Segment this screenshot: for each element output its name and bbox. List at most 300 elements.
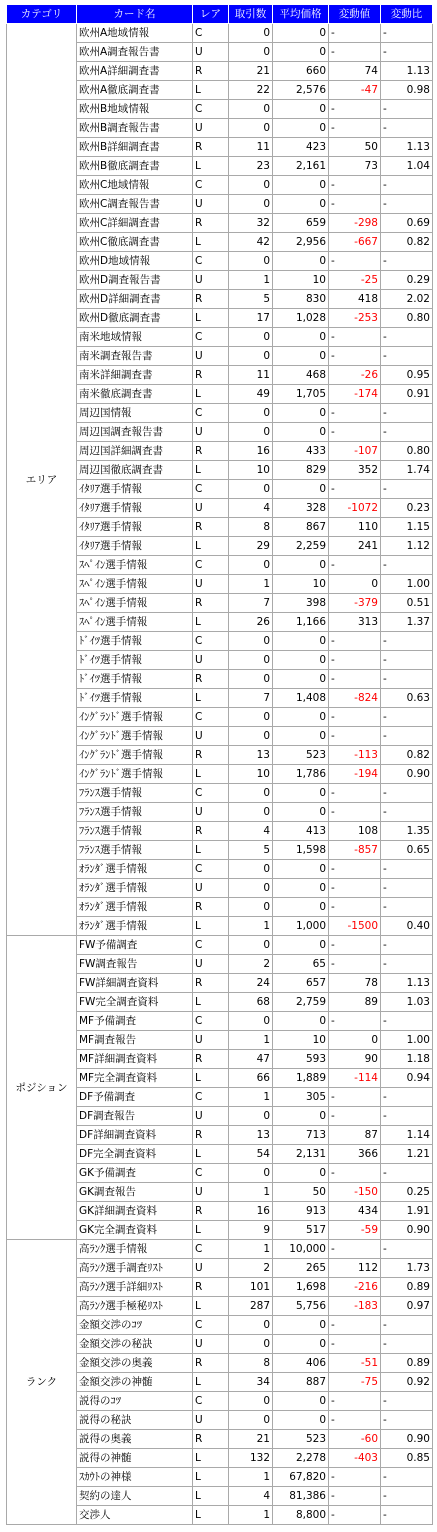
- rarity-cell: R: [193, 442, 229, 461]
- trades-cell: 1: [229, 1506, 273, 1525]
- trades-cell: 5: [229, 290, 273, 309]
- rarity-cell: L: [193, 1297, 229, 1316]
- change-cell: -: [329, 1012, 381, 1031]
- trades-cell: 0: [229, 347, 273, 366]
- change-cell: 418: [329, 290, 381, 309]
- card-name-cell: 欧州D徹底調査書: [77, 309, 193, 328]
- trades-cell: 1: [229, 1468, 273, 1487]
- change-cell: -: [329, 727, 381, 746]
- change-ratio-cell: 0.85: [381, 1449, 433, 1468]
- avg-price-cell: 2,131: [273, 1145, 329, 1164]
- change-ratio-cell: -: [381, 43, 433, 62]
- rarity-cell: C: [193, 708, 229, 727]
- table-row: [7, 1240, 433, 1259]
- trades-cell: 2: [229, 955, 273, 974]
- card-name-cell: DF完全調査資料: [77, 1145, 193, 1164]
- avg-price-cell: 867: [273, 518, 329, 537]
- trades-cell: 7: [229, 689, 273, 708]
- card-name-cell: ｽﾍﾟｲﾝ選手情報: [77, 556, 193, 575]
- rarity-cell: L: [193, 917, 229, 936]
- rarity-cell: L: [193, 1373, 229, 1392]
- trades-cell: 0: [229, 556, 273, 575]
- card-name-cell: 欧州B調査報告書: [77, 119, 193, 138]
- change-cell: -: [329, 1088, 381, 1107]
- change-ratio-cell: -: [381, 708, 433, 727]
- avg-price-cell: 0: [273, 100, 329, 119]
- rarity-cell: L: [193, 461, 229, 480]
- rarity-cell: C: [193, 936, 229, 955]
- card-name-cell: ﾄﾞｲﾂ選手情報: [77, 651, 193, 670]
- category-cell: エリア: [7, 24, 77, 936]
- card-name-cell: ﾄﾞｲﾂ選手情報: [77, 670, 193, 689]
- avg-price-cell: 0: [273, 1164, 329, 1183]
- rarity-cell: R: [193, 1354, 229, 1373]
- trades-cell: 0: [229, 784, 273, 803]
- trades-cell: 9: [229, 1221, 273, 1240]
- trades-cell: 16: [229, 442, 273, 461]
- rarity-cell: R: [193, 518, 229, 537]
- trades-cell: 42: [229, 233, 273, 252]
- trades-cell: 17: [229, 309, 273, 328]
- rarity-cell: R: [193, 1278, 229, 1297]
- trades-cell: 22: [229, 81, 273, 100]
- avg-price-cell: 0: [273, 176, 329, 195]
- rarity-cell: U: [193, 43, 229, 62]
- card-name-cell: MF調査報告: [77, 1031, 193, 1050]
- change-ratio-cell: 1.13: [381, 974, 433, 993]
- card-name-cell: 欧州A徹底調査書: [77, 81, 193, 100]
- trades-cell: 7: [229, 594, 273, 613]
- card-name-cell: ｲﾀﾘｱ選手情報: [77, 518, 193, 537]
- card-name-cell: ｲﾀﾘｱ選手情報: [77, 499, 193, 518]
- change-ratio-cell: -: [381, 556, 433, 575]
- rarity-cell: C: [193, 1088, 229, 1107]
- trades-cell: 29: [229, 537, 273, 556]
- trades-cell: 68: [229, 993, 273, 1012]
- card-name-cell: 南米調査報告書: [77, 347, 193, 366]
- avg-price-cell: 0: [273, 252, 329, 271]
- rarity-cell: C: [193, 1240, 229, 1259]
- change-cell: -: [329, 195, 381, 214]
- avg-price-cell: 50: [273, 1183, 329, 1202]
- avg-price-cell: 328: [273, 499, 329, 518]
- trades-cell: 0: [229, 24, 273, 43]
- card-name-cell: ｵﾗﾝﾀﾞ選手情報: [77, 860, 193, 879]
- card-name-cell: 金額交渉のｺﾂ: [77, 1316, 193, 1335]
- card-name-cell: 高ﾗﾝｸ選手詳細ﾘｽﾄ: [77, 1278, 193, 1297]
- change-ratio-cell: -: [381, 119, 433, 138]
- change-ratio-cell: 0.82: [381, 746, 433, 765]
- avg-price-cell: 10: [273, 271, 329, 290]
- card-name-cell: DF詳細調査資料: [77, 1126, 193, 1145]
- trades-cell: 1: [229, 1183, 273, 1202]
- change-ratio-cell: 0.97: [381, 1297, 433, 1316]
- price-table: [6, 4, 433, 1525]
- avg-price-cell: 1,598: [273, 841, 329, 860]
- rarity-cell: U: [193, 423, 229, 442]
- avg-price-cell: 0: [273, 1392, 329, 1411]
- rarity-cell: L: [193, 157, 229, 176]
- trades-cell: 0: [229, 632, 273, 651]
- header-change-ratio: 変動比: [381, 5, 433, 24]
- change-cell: -403: [329, 1449, 381, 1468]
- rarity-cell: L: [193, 537, 229, 556]
- avg-price-cell: 0: [273, 708, 329, 727]
- change-ratio-cell: 1.74: [381, 461, 433, 480]
- trades-cell: 11: [229, 366, 273, 385]
- header-row: [7, 5, 433, 24]
- rarity-cell: U: [193, 499, 229, 518]
- card-name-cell: 南米地域情報: [77, 328, 193, 347]
- change-cell: 50: [329, 138, 381, 157]
- rarity-cell: R: [193, 1430, 229, 1449]
- change-cell: -: [329, 404, 381, 423]
- change-ratio-cell: -: [381, 252, 433, 271]
- header-category: カテゴリ: [7, 5, 77, 24]
- change-ratio-cell: 0.90: [381, 1430, 433, 1449]
- change-ratio-cell: 2.02: [381, 290, 433, 309]
- trades-cell: 4: [229, 822, 273, 841]
- trades-cell: 0: [229, 1335, 273, 1354]
- change-ratio-cell: -: [381, 1316, 433, 1335]
- trades-cell: 66: [229, 1069, 273, 1088]
- rarity-cell: U: [193, 195, 229, 214]
- change-cell: -: [329, 100, 381, 119]
- trades-cell: 101: [229, 1278, 273, 1297]
- avg-price-cell: 2,956: [273, 233, 329, 252]
- card-name-cell: ﾌﾗﾝｽ選手情報: [77, 784, 193, 803]
- card-name-cell: GK予備調査: [77, 1164, 193, 1183]
- change-ratio-cell: -: [381, 879, 433, 898]
- trades-cell: 1: [229, 575, 273, 594]
- change-ratio-cell: -: [381, 347, 433, 366]
- change-ratio-cell: -: [381, 1164, 433, 1183]
- card-name-cell: 契約の達人: [77, 1487, 193, 1506]
- change-ratio-cell: 1.00: [381, 1031, 433, 1050]
- card-name-cell: GK完全調査資料: [77, 1221, 193, 1240]
- card-name-cell: ｲﾝｸﾞﾗﾝﾄﾞ選手情報: [77, 727, 193, 746]
- change-ratio-cell: -: [381, 1335, 433, 1354]
- change-cell: -: [329, 480, 381, 499]
- rarity-cell: L: [193, 689, 229, 708]
- change-ratio-cell: 0.29: [381, 271, 433, 290]
- change-ratio-cell: -: [381, 651, 433, 670]
- avg-price-cell: 0: [273, 328, 329, 347]
- change-cell: -: [329, 879, 381, 898]
- trades-cell: 1: [229, 1031, 273, 1050]
- rarity-cell: R: [193, 822, 229, 841]
- trades-cell: 13: [229, 746, 273, 765]
- change-cell: 112: [329, 1259, 381, 1278]
- change-cell: -: [329, 1107, 381, 1126]
- rarity-cell: R: [193, 974, 229, 993]
- avg-price-cell: 659: [273, 214, 329, 233]
- card-name-cell: 欧州A地域情報: [77, 24, 193, 43]
- rarity-cell: R: [193, 746, 229, 765]
- rarity-cell: R: [193, 898, 229, 917]
- rarity-cell: L: [193, 1449, 229, 1468]
- change-cell: 352: [329, 461, 381, 480]
- change-ratio-cell: -: [381, 1468, 433, 1487]
- change-cell: 90: [329, 1050, 381, 1069]
- avg-price-cell: 657: [273, 974, 329, 993]
- change-cell: -667: [329, 233, 381, 252]
- card-name-cell: 説得の神髄: [77, 1449, 193, 1468]
- rarity-cell: L: [193, 1468, 229, 1487]
- trades-cell: 0: [229, 404, 273, 423]
- change-ratio-cell: -: [381, 803, 433, 822]
- avg-price-cell: 2,259: [273, 537, 329, 556]
- rarity-cell: U: [193, 727, 229, 746]
- change-cell: 0: [329, 1031, 381, 1050]
- card-name-cell: ｲﾝｸﾞﾗﾝﾄﾞ選手情報: [77, 765, 193, 784]
- trades-cell: 5: [229, 841, 273, 860]
- change-cell: -: [329, 898, 381, 917]
- avg-price-cell: 0: [273, 404, 329, 423]
- rarity-cell: C: [193, 176, 229, 195]
- change-ratio-cell: -: [381, 936, 433, 955]
- change-cell: -: [329, 24, 381, 43]
- rarity-cell: L: [193, 385, 229, 404]
- change-cell: 313: [329, 613, 381, 632]
- category-cell: ランク: [7, 1240, 77, 1525]
- avg-price-cell: 0: [273, 784, 329, 803]
- rarity-cell: R: [193, 290, 229, 309]
- avg-price-cell: 413: [273, 822, 329, 841]
- avg-price-cell: 523: [273, 746, 329, 765]
- header-trades: 取引数: [229, 5, 273, 24]
- trades-cell: 0: [229, 1316, 273, 1335]
- change-cell: -: [329, 119, 381, 138]
- trades-cell: 0: [229, 1012, 273, 1031]
- change-ratio-cell: -: [381, 24, 433, 43]
- card-name-cell: 周辺国情報: [77, 404, 193, 423]
- rarity-cell: C: [193, 24, 229, 43]
- rarity-cell: C: [193, 1164, 229, 1183]
- change-ratio-cell: -: [381, 480, 433, 499]
- rarity-cell: C: [193, 1316, 229, 1335]
- card-name-cell: FW予備調査: [77, 936, 193, 955]
- card-name-cell: FW完全調査資料: [77, 993, 193, 1012]
- change-ratio-cell: 0.98: [381, 81, 433, 100]
- trades-cell: 1: [229, 1240, 273, 1259]
- rarity-cell: C: [193, 252, 229, 271]
- trades-cell: 1: [229, 917, 273, 936]
- rarity-cell: L: [193, 613, 229, 632]
- change-ratio-cell: -: [381, 1487, 433, 1506]
- avg-price-cell: 1,698: [273, 1278, 329, 1297]
- card-name-cell: 欧州C調査報告書: [77, 195, 193, 214]
- avg-price-cell: 0: [273, 1012, 329, 1031]
- change-ratio-cell: 0.92: [381, 1373, 433, 1392]
- change-ratio-cell: 0.51: [381, 594, 433, 613]
- rarity-cell: L: [193, 1145, 229, 1164]
- rarity-cell: C: [193, 860, 229, 879]
- change-cell: -1500: [329, 917, 381, 936]
- change-ratio-cell: 0.80: [381, 442, 433, 461]
- change-cell: -: [329, 43, 381, 62]
- change-cell: 366: [329, 1145, 381, 1164]
- trades-cell: 0: [229, 727, 273, 746]
- change-ratio-cell: -: [381, 955, 433, 974]
- trades-cell: 0: [229, 328, 273, 347]
- trades-cell: 0: [229, 1392, 273, 1411]
- change-cell: -113: [329, 746, 381, 765]
- trades-cell: 11: [229, 138, 273, 157]
- rarity-cell: L: [193, 993, 229, 1012]
- trades-cell: 0: [229, 1411, 273, 1430]
- card-name-cell: ﾌﾗﾝｽ選手情報: [77, 803, 193, 822]
- change-ratio-cell: 0.90: [381, 765, 433, 784]
- trades-cell: 1: [229, 271, 273, 290]
- card-name-cell: ｲﾝｸﾞﾗﾝﾄﾞ選手情報: [77, 746, 193, 765]
- change-cell: -: [329, 1411, 381, 1430]
- card-name-cell: 高ﾗﾝｸ選手情報: [77, 1240, 193, 1259]
- avg-price-cell: 67,820: [273, 1468, 329, 1487]
- card-name-cell: 周辺国詳細調査書: [77, 442, 193, 461]
- avg-price-cell: 0: [273, 1107, 329, 1126]
- change-ratio-cell: 0.25: [381, 1183, 433, 1202]
- avg-price-cell: 1,705: [273, 385, 329, 404]
- avg-price-cell: 0: [273, 632, 329, 651]
- change-cell: -: [329, 936, 381, 955]
- change-cell: -: [329, 632, 381, 651]
- change-cell: -216: [329, 1278, 381, 1297]
- avg-price-cell: 593: [273, 1050, 329, 1069]
- change-cell: -174: [329, 385, 381, 404]
- card-name-cell: MF詳細調査資料: [77, 1050, 193, 1069]
- change-ratio-cell: 0.40: [381, 917, 433, 936]
- avg-price-cell: 0: [273, 195, 329, 214]
- change-cell: -: [329, 1316, 381, 1335]
- change-cell: -107: [329, 442, 381, 461]
- card-price-sheet: [6, 4, 433, 1525]
- avg-price-cell: 1,028: [273, 309, 329, 328]
- rarity-cell: U: [193, 575, 229, 594]
- rarity-cell: U: [193, 1259, 229, 1278]
- change-cell: -: [329, 328, 381, 347]
- card-name-cell: MF予備調査: [77, 1012, 193, 1031]
- avg-price-cell: 830: [273, 290, 329, 309]
- change-cell: -: [329, 1335, 381, 1354]
- card-name-cell: 南米徹底調査書: [77, 385, 193, 404]
- trades-cell: 0: [229, 43, 273, 62]
- change-ratio-cell: -: [381, 404, 433, 423]
- trades-cell: 132: [229, 1449, 273, 1468]
- change-ratio-cell: -: [381, 727, 433, 746]
- change-ratio-cell: -: [381, 898, 433, 917]
- trades-cell: 21: [229, 62, 273, 81]
- change-cell: -: [329, 708, 381, 727]
- rarity-cell: U: [193, 1183, 229, 1202]
- card-name-cell: 南米詳細調査書: [77, 366, 193, 385]
- change-ratio-cell: -: [381, 328, 433, 347]
- card-name-cell: 高ﾗﾝｸ選手調査ﾘｽﾄ: [77, 1259, 193, 1278]
- change-cell: -253: [329, 309, 381, 328]
- change-cell: -: [329, 803, 381, 822]
- avg-price-cell: 0: [273, 670, 329, 689]
- avg-price-cell: 1,000: [273, 917, 329, 936]
- card-name-cell: 金額交渉の奥義: [77, 1354, 193, 1373]
- trades-cell: 8: [229, 518, 273, 537]
- rarity-cell: U: [193, 803, 229, 822]
- avg-price-cell: 0: [273, 119, 329, 138]
- trades-cell: 2: [229, 1259, 273, 1278]
- trades-cell: 4: [229, 499, 273, 518]
- header-avg-price: 平均価格: [273, 5, 329, 24]
- rarity-cell: U: [193, 879, 229, 898]
- card-name-cell: MF完全調査資料: [77, 1069, 193, 1088]
- trades-cell: 4: [229, 1487, 273, 1506]
- rarity-cell: U: [193, 1411, 229, 1430]
- card-name-cell: ｽﾍﾟｲﾝ選手情報: [77, 613, 193, 632]
- rarity-cell: C: [193, 404, 229, 423]
- category-cell: ポジション: [7, 936, 77, 1240]
- change-cell: -: [329, 1392, 381, 1411]
- change-cell: -857: [329, 841, 381, 860]
- avg-price-cell: 913: [273, 1202, 329, 1221]
- change-ratio-cell: 0.80: [381, 309, 433, 328]
- avg-price-cell: 265: [273, 1259, 329, 1278]
- change-ratio-cell: -: [381, 1107, 433, 1126]
- table-row: [7, 24, 433, 43]
- trades-cell: 32: [229, 214, 273, 233]
- card-name-cell: 欧州B徹底調査書: [77, 157, 193, 176]
- change-cell: -298: [329, 214, 381, 233]
- avg-price-cell: 65: [273, 955, 329, 974]
- change-ratio-cell: 0.65: [381, 841, 433, 860]
- change-ratio-cell: -: [381, 784, 433, 803]
- avg-price-cell: 517: [273, 1221, 329, 1240]
- card-name-cell: ﾌﾗﾝｽ選手情報: [77, 822, 193, 841]
- card-name-cell: GK調査報告: [77, 1183, 193, 1202]
- header-rarity: レア: [193, 5, 229, 24]
- change-ratio-cell: 0.91: [381, 385, 433, 404]
- change-cell: -26: [329, 366, 381, 385]
- change-ratio-cell: 1.18: [381, 1050, 433, 1069]
- avg-price-cell: 423: [273, 138, 329, 157]
- card-name-cell: 周辺国調査報告書: [77, 423, 193, 442]
- change-ratio-cell: -: [381, 860, 433, 879]
- avg-price-cell: 10: [273, 1031, 329, 1050]
- trades-cell: 0: [229, 879, 273, 898]
- change-ratio-cell: 1.73: [381, 1259, 433, 1278]
- avg-price-cell: 829: [273, 461, 329, 480]
- avg-price-cell: 398: [273, 594, 329, 613]
- rarity-cell: U: [193, 119, 229, 138]
- card-name-cell: 金額交渉の神髄: [77, 1373, 193, 1392]
- card-name-cell: 欧州D詳細調査書: [77, 290, 193, 309]
- avg-price-cell: 81,386: [273, 1487, 329, 1506]
- change-ratio-cell: 1.37: [381, 613, 433, 632]
- trades-cell: 0: [229, 1164, 273, 1183]
- avg-price-cell: 0: [273, 480, 329, 499]
- rarity-cell: L: [193, 1221, 229, 1240]
- avg-price-cell: 5,756: [273, 1297, 329, 1316]
- avg-price-cell: 1,408: [273, 689, 329, 708]
- rarity-cell: R: [193, 138, 229, 157]
- avg-price-cell: 0: [273, 1316, 329, 1335]
- rarity-cell: L: [193, 1487, 229, 1506]
- change-ratio-cell: -: [381, 176, 433, 195]
- avg-price-cell: 2,161: [273, 157, 329, 176]
- trades-cell: 0: [229, 480, 273, 499]
- avg-price-cell: 2,278: [273, 1449, 329, 1468]
- avg-price-cell: 660: [273, 62, 329, 81]
- card-name-cell: ｵﾗﾝﾀﾞ選手情報: [77, 898, 193, 917]
- avg-price-cell: 0: [273, 879, 329, 898]
- change-cell: -75: [329, 1373, 381, 1392]
